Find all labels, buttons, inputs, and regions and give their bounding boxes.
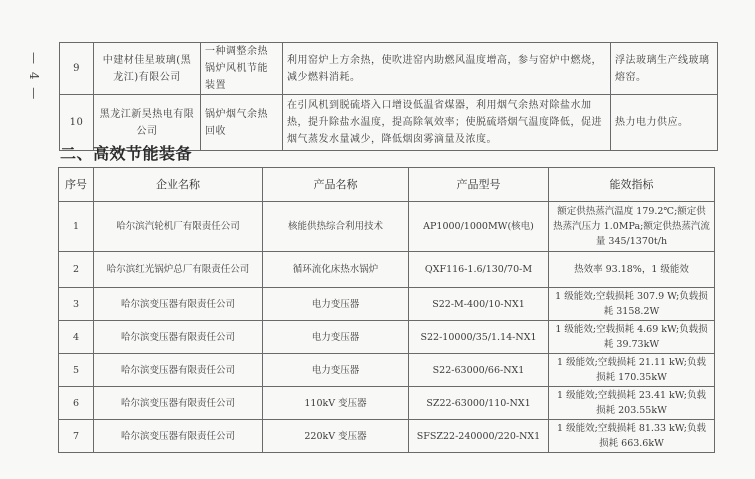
company-name: 哈尔滨红光锅炉总厂有限责任公司	[94, 252, 263, 288]
row-number: 2	[59, 252, 94, 288]
efficiency-index: 热效率 93.18%，1 级能效	[549, 252, 715, 288]
header-no: 序号	[59, 168, 94, 202]
efficiency-index: 额定供热蒸汽温度 179.2℃;额定供热蒸汽压力 1.0MPa;额定供热蒸汽流量 345/1370t/h	[549, 202, 715, 252]
technology-description: 在引风机到脱硫塔入口增设低温省煤器，利用烟气余热对除盐水加热，提升除盐水温度，提高除氧效率；使脱硫塔烟气温度降低，促进烟气蒸发水量减少，降低烟囱雾滴量及浓度。	[283, 95, 611, 151]
company-name: 哈尔滨变压器有限责任公司	[94, 420, 263, 453]
company-name: 哈尔滨变压器有限责任公司	[94, 387, 263, 420]
application-scope: 热力电力供应。	[611, 95, 718, 151]
product-model: QXF116-1.6/130/70-M	[409, 252, 549, 288]
product-model: S22-M-400/10-NX1	[409, 288, 549, 321]
header-company: 企业名称	[94, 168, 263, 202]
table-row	[59, 354, 715, 387]
technology-name: 锅炉烟气余热回收	[201, 95, 283, 151]
company-name: 哈尔滨变压器有限责任公司	[94, 321, 263, 354]
table-row	[59, 321, 715, 354]
product-name: 电力变压器	[263, 288, 409, 321]
row-number: 6	[59, 387, 94, 420]
header-model: 产品型号	[409, 168, 549, 202]
efficiency-index: 1 级能效;空载损耗 23.41 kW;负载损耗 203.55kW	[549, 387, 715, 420]
section-title: 二、高效节能装备	[60, 144, 193, 163]
product-model: AP1000/1000MW(核电)	[409, 202, 549, 252]
product-name: 循环流化床热水锅炉	[263, 252, 409, 288]
product-name: 220kV 变压器	[263, 420, 409, 453]
table-row	[59, 252, 715, 288]
product-name: 电力变压器	[263, 321, 409, 354]
row-number: 1	[59, 202, 94, 252]
row-number: 3	[59, 288, 94, 321]
row-number: 5	[59, 354, 94, 387]
table-row	[59, 420, 715, 453]
equipment-table	[58, 167, 715, 453]
product-name: 110kV 变压器	[263, 387, 409, 420]
row-number: 7	[59, 420, 94, 453]
technology-name: 一种调整余热锅炉风机节能装置	[201, 43, 283, 95]
table-row	[60, 43, 718, 95]
product-model: S22-63000/66-NX1	[409, 354, 549, 387]
efficiency-index: 1 级能效;空载损耗 307.9 W;负载损耗 3158.2W	[549, 288, 715, 321]
company-name: 中建材佳星玻璃(黑龙江)有限公司	[94, 43, 201, 95]
product-model: SFSZ22-240000/220-NX1	[409, 420, 549, 453]
company-name: 黑龙江新昊热电有限公司	[94, 95, 201, 151]
row-number: 4	[59, 321, 94, 354]
technology-table-continued	[59, 42, 718, 151]
row-number: 9	[60, 43, 94, 95]
header-product: 产品名称	[263, 168, 409, 202]
efficiency-index: 1 级能效;空载损耗 21.11 kW;负载损耗 170.35kW	[549, 354, 715, 387]
company-name: 哈尔滨变压器有限责任公司	[94, 288, 263, 321]
table-row	[59, 288, 715, 321]
efficiency-index: 1 级能效;空载损耗 81.33 kW;负载损耗 663.6kW	[549, 420, 715, 453]
application-scope: 浮法玻璃生产线玻璃熔窑。	[611, 43, 718, 95]
company-name: 哈尔滨汽轮机厂有限责任公司	[94, 202, 263, 252]
product-name: 核能供热综合利用技术	[263, 202, 409, 252]
row-number: 10	[60, 95, 94, 151]
header-efficiency: 能效指标	[549, 168, 715, 202]
company-name: 哈尔滨变压器有限责任公司	[94, 354, 263, 387]
efficiency-index: 1 级能效;空载损耗 4.69 kW;负载损耗 39.73kW	[549, 321, 715, 354]
technology-description: 利用窑炉上方余热，使吹进窑内助燃风温度增高，参与窑炉中燃烧，减少燃料消耗。	[283, 43, 611, 95]
table-row	[59, 202, 715, 252]
table-header-row	[59, 168, 715, 202]
product-model: S22-10000/35/1.14-NX1	[409, 321, 549, 354]
product-name: 电力变压器	[263, 354, 409, 387]
table-row	[59, 387, 715, 420]
page-number: — 4 —	[27, 52, 41, 102]
product-model: SZ22-63000/110-NX1	[409, 387, 549, 420]
